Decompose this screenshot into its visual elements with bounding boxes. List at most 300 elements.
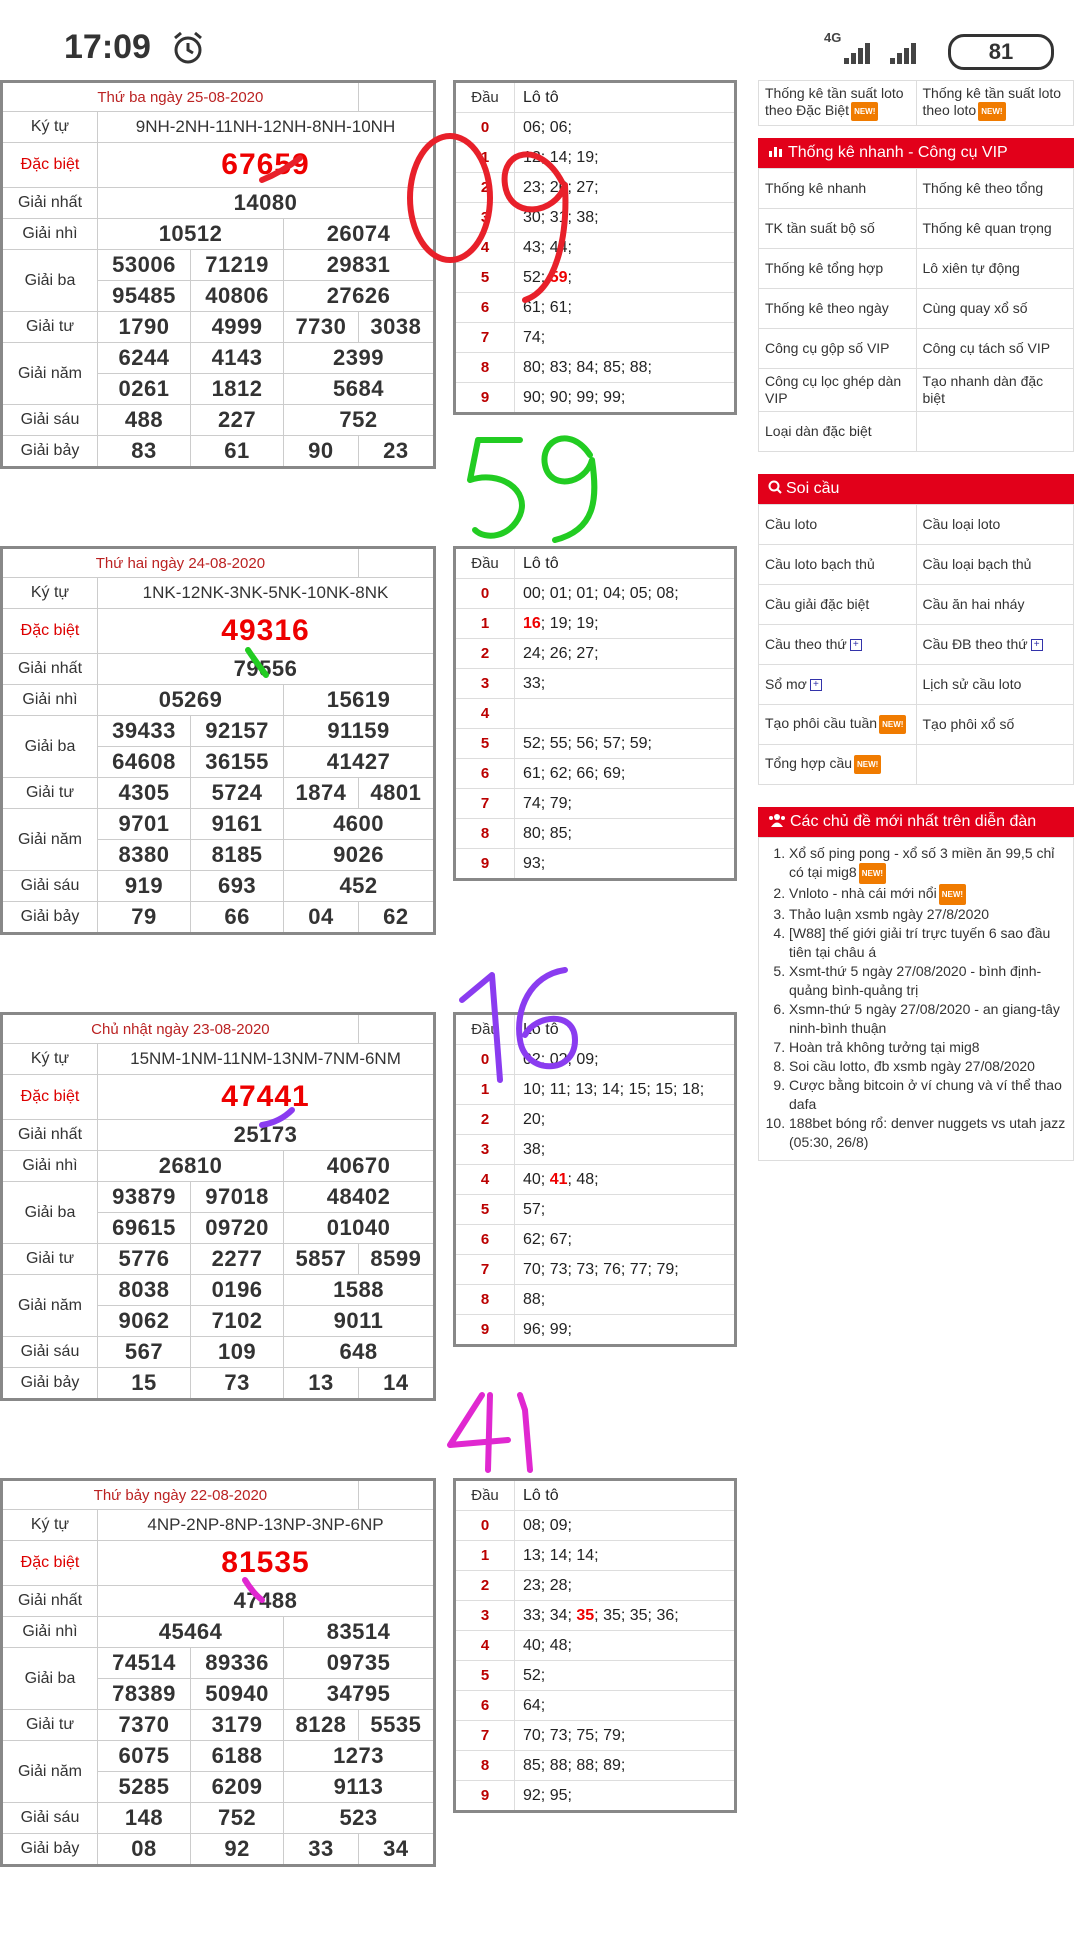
sidebar-link[interactable] — [916, 505, 1074, 545]
forum-topic-label: Xsmn-thứ 5 ngày 27/08/2020 - an giang-tây ninh-bình thuận — [789, 1001, 1060, 1036]
label-giai-ba: Giải ba — [2, 716, 98, 778]
fifth-prize: 0196 — [191, 1275, 284, 1306]
loto-text: 43; 44; — [523, 238, 572, 256]
sidebar-link-label: Công cụ lọc ghép dàn VIP — [765, 373, 902, 406]
loto-values — [515, 1691, 736, 1721]
label-giai-tu: Giải tư — [2, 312, 98, 343]
second-prize: 10512 — [98, 219, 284, 250]
seventh-prize: 83 — [98, 436, 191, 468]
label-giai-sau: Giải sáu — [2, 1803, 98, 1834]
sidebar-link[interactable] — [759, 329, 917, 369]
search-icon — [768, 480, 782, 494]
label-dac-biet: Đặc biệt — [2, 609, 98, 654]
loto-dau: 8 — [455, 353, 515, 383]
plus-icon: + — [810, 679, 822, 691]
ink-16-label: 16 — [520, 1040, 522, 1041]
label-giai-nam: Giải năm — [2, 343, 98, 405]
loto-text: 57; — [523, 1200, 546, 1218]
seventh-prize: 62 — [358, 902, 434, 934]
loto-dau: 2 — [455, 1105, 515, 1135]
sixth-prize: 148 — [98, 1803, 191, 1834]
loto-values — [515, 1075, 736, 1105]
loto-table — [453, 1012, 737, 1347]
third-prize: 89336 — [191, 1648, 284, 1679]
first-prize: 47488 — [98, 1586, 435, 1617]
status-bar — [0, 0, 1080, 80]
result-table — [0, 80, 436, 469]
loto-text: 10; 11; 13; 14; 15; 15; 18; — [523, 1080, 705, 1098]
ky-tu-value: 1NK-12NK-3NK-5NK-10NK-8NK — [98, 578, 435, 609]
fifth-prize: 6075 — [98, 1741, 191, 1772]
fourth-prize: 5776 — [98, 1244, 191, 1275]
sidebar — [758, 80, 1074, 1161]
loto-values — [515, 1285, 736, 1315]
third-prize: 09735 — [284, 1648, 435, 1679]
loto-dau: 6 — [455, 759, 515, 789]
fifth-prize: 5285 — [98, 1772, 191, 1803]
loto-dau: 3 — [455, 203, 515, 233]
loto-values — [515, 609, 736, 639]
third-prize: 91159 — [284, 716, 435, 747]
loto-values — [515, 1781, 736, 1812]
third-prize: 93879 — [98, 1182, 191, 1213]
loto-text: 52; — [523, 1666, 546, 1684]
ky-tu-value: 4NP-2NP-8NP-13NP-3NP-6NP — [98, 1510, 435, 1541]
loto-values — [515, 1225, 736, 1255]
fourth-prize: 5724 — [191, 778, 284, 809]
sidebar-link[interactable] — [916, 585, 1074, 625]
fourth-prize: 1874 — [284, 778, 359, 809]
special-prize: 67659 — [98, 143, 435, 188]
loto-dau: 8 — [455, 819, 515, 849]
loto-dau: 5 — [455, 1661, 515, 1691]
label-giai-nhat: Giải nhất — [2, 654, 98, 685]
sidebar-link[interactable] — [759, 705, 917, 745]
special-prize: 49316 — [98, 609, 435, 654]
vip-header — [758, 138, 1074, 168]
sixth-prize: 227 — [191, 405, 284, 436]
label-giai-bay: Giải bảy — [2, 1368, 98, 1400]
loto-values — [515, 143, 736, 173]
third-prize: 41427 — [284, 747, 435, 778]
loto-text: 74; — [523, 328, 546, 346]
sidebar-link[interactable] — [916, 81, 1074, 126]
label-giai-nam: Giải năm — [2, 1741, 98, 1803]
loto-text: 12; 14; 19; — [523, 148, 599, 166]
vip-links-grid — [758, 168, 1074, 452]
fifth-prize: 6209 — [191, 1772, 284, 1803]
third-prize: 40806 — [191, 281, 284, 312]
loto-header-dau: Đầu — [455, 1480, 515, 1511]
forum-topic-label: [W88] thế giới giải trí trực tuyến 6 sao đầu tiên tại châu á — [789, 925, 1051, 960]
loto-text: 90; 90; 99; 99; — [523, 388, 626, 406]
forum-topic-link[interactable] — [789, 1000, 1067, 1038]
seventh-prize: 73 — [191, 1368, 284, 1400]
draw-date: Thứ ba ngày 25-08-2020 — [2, 82, 359, 112]
fifth-prize: 7102 — [191, 1306, 284, 1337]
seventh-prize: 34 — [358, 1834, 434, 1866]
loto-values — [515, 263, 736, 293]
loto-dau: 4 — [455, 233, 515, 263]
label-giai-nhi: Giải nhì — [2, 219, 98, 250]
loto-text: 24; 26; 27; — [523, 644, 599, 662]
sidebar-link[interactable] — [916, 329, 1074, 369]
seventh-prize: 13 — [284, 1368, 359, 1400]
loto-text: 92; 95; — [523, 1786, 572, 1804]
sidebar-link[interactable] — [916, 169, 1074, 209]
fifth-prize: 2399 — [284, 343, 435, 374]
fourth-prize: 4999 — [191, 312, 284, 343]
second-prize: 40670 — [284, 1151, 435, 1182]
loto-values — [515, 323, 736, 353]
fifth-prize: 0261 — [98, 374, 191, 405]
loto-dau: 6 — [455, 1691, 515, 1721]
loto-values — [515, 699, 736, 729]
first-prize: 25173 — [98, 1120, 435, 1151]
forum-topic-label: Xsmt-thứ 5 ngày 27/08/2020 - bình định-quảng bình-quảng trị — [789, 963, 1042, 998]
label-giai-tu: Giải tư — [2, 778, 98, 809]
label-ky-tu: Ký tự — [2, 578, 98, 609]
loto-dau: 4 — [455, 699, 515, 729]
loto-values — [515, 1661, 736, 1691]
loto-values — [515, 293, 736, 323]
fourth-prize: 5857 — [284, 1244, 359, 1275]
loto-dau: 4 — [455, 1631, 515, 1661]
fifth-prize: 1588 — [284, 1275, 435, 1306]
new-badge-icon: NEW! — [879, 715, 906, 734]
loto-values — [515, 789, 736, 819]
label-giai-bay: Giải bảy — [2, 902, 98, 934]
loto-dau: 8 — [455, 1285, 515, 1315]
forum-list — [758, 837, 1074, 1161]
sidebar-link[interactable] — [916, 665, 1074, 705]
third-prize: 71219 — [191, 250, 284, 281]
sidebar-link-label: TK tần suất bộ số — [765, 220, 875, 236]
new-badge-icon: NEW! — [859, 863, 886, 884]
second-prize: 83514 — [284, 1617, 435, 1648]
loto-values — [515, 729, 736, 759]
sidebar-link-label: Thống kê theo ngày — [765, 300, 889, 316]
sidebar-link[interactable] — [759, 585, 917, 625]
label-giai-nhi: Giải nhì — [2, 1617, 98, 1648]
third-prize: 36155 — [191, 747, 284, 778]
loto-highlight: 59 — [549, 268, 568, 286]
forum-topic-label: Thảo luận xsmb ngày 27/8/2020 — [789, 906, 990, 922]
forum-topic-label: Hoàn trả không tưởng tại mig8 — [789, 1039, 980, 1055]
loto-dau: 0 — [455, 1045, 515, 1075]
ky-tu-value: 9NH-2NH-11NH-12NH-8NH-10NH — [98, 112, 435, 143]
loto-text: 70; 73; 73; 76; 77; 79; — [523, 1260, 679, 1278]
loto-values — [515, 1255, 736, 1285]
loto-text: 33; 34; — [523, 1606, 577, 1624]
loto-highlight: 16 — [523, 614, 541, 632]
sixth-prize: 488 — [98, 405, 191, 436]
loto-text: 33; — [523, 674, 546, 692]
third-prize: 39433 — [98, 716, 191, 747]
sidebar-link — [916, 745, 1074, 785]
loto-dau: 1 — [455, 1075, 515, 1105]
sidebar-link[interactable] — [759, 505, 917, 545]
sidebar-link[interactable] — [759, 209, 917, 249]
loto-text: ; 48; — [567, 1170, 599, 1188]
second-prize: 15619 — [284, 685, 435, 716]
label-giai-nhat: Giải nhất — [2, 188, 98, 219]
status-time: 17:09 — [64, 28, 151, 66]
forum-topic-link[interactable] — [789, 1114, 1067, 1152]
sidebar-link-label: Cầu ĐB theo thứ — [922, 636, 1028, 652]
loto-text: 62; 67; — [523, 1230, 572, 1248]
loto-dau: 7 — [455, 323, 515, 353]
sidebar-link-label: Cầu loại bạch thủ — [922, 556, 1032, 572]
loto-values — [515, 1631, 736, 1661]
sidebar-link[interactable] — [916, 369, 1074, 412]
seventh-prize: 08 — [98, 1834, 191, 1866]
sidebar-link-label: Cầu loại loto — [922, 516, 1001, 532]
seventh-prize: 04 — [284, 902, 359, 934]
label-ky-tu: Ký tự — [2, 1510, 98, 1541]
loto-values — [515, 1601, 736, 1631]
top-links-grid — [758, 80, 1074, 126]
loto-text: 64; — [523, 1696, 546, 1714]
sixth-prize: 109 — [191, 1337, 284, 1368]
ink-59-label: 59 — [500, 500, 502, 501]
forum-topic-link[interactable] — [789, 844, 1067, 884]
loto-text: 88; — [523, 1290, 546, 1308]
sidebar-link-label: Thống kê nhanh — [765, 180, 867, 196]
seventh-prize: 66 — [191, 902, 284, 934]
forum-topic-link[interactable] — [789, 905, 1067, 924]
new-badge-icon: NEW! — [978, 102, 1005, 121]
sidebar-link[interactable] — [916, 209, 1074, 249]
loto-dau: 0 — [455, 579, 515, 609]
loto-values — [515, 1165, 736, 1195]
result-table — [0, 1478, 436, 1867]
sidebar-link[interactable] — [916, 289, 1074, 329]
loto-text: 85; 88; 88; 89; — [523, 1756, 626, 1774]
loto-values — [515, 639, 736, 669]
sidebar-link-label: Tạo phôi xổ số — [922, 716, 1015, 732]
loto-text: 02; 02; 09; — [523, 1050, 599, 1068]
fourth-prize: 1790 — [98, 312, 191, 343]
third-prize: 48402 — [284, 1182, 435, 1213]
forum-topic-link[interactable] — [789, 884, 1067, 905]
fifth-prize: 9026 — [284, 840, 435, 871]
loto-dau: 1 — [455, 143, 515, 173]
fifth-prize: 9161 — [191, 809, 284, 840]
second-prize: 26810 — [98, 1151, 284, 1182]
loto-dau: 1 — [455, 1541, 515, 1571]
loto-text: 52; 55; 56; 57; 59; — [523, 734, 652, 752]
loto-dau: 3 — [455, 1135, 515, 1165]
label-giai-ba: Giải ba — [2, 1182, 98, 1244]
soicau-links-grid — [758, 504, 1074, 785]
loto-text: 30; 31; 38; — [523, 208, 599, 226]
sidebar-link[interactable] — [916, 249, 1074, 289]
sixth-prize: 693 — [191, 871, 284, 902]
loto-dau: 2 — [455, 173, 515, 203]
loto-header-loto: Lô tô — [515, 548, 736, 579]
loto-values — [515, 1721, 736, 1751]
loto-text: 06; 06; — [523, 118, 572, 136]
forum-topic-label: Cược bằng bitcoin ở ví chung và ví thể thao dafa — [789, 1077, 1062, 1112]
sidebar-link-label: Cầu giải đặc biệt — [765, 596, 870, 612]
third-prize: 74514 — [98, 1648, 191, 1679]
label-giai-sau: Giải sáu — [2, 1337, 98, 1368]
sidebar-link-label: Tạo phôi cầu tuần — [765, 715, 878, 732]
loto-text: 13; 14; 14; — [523, 1546, 599, 1564]
loto-text: ; 35; 35; 36; — [594, 1606, 679, 1624]
fifth-prize: 5684 — [284, 374, 435, 405]
sidebar-link[interactable] — [759, 745, 917, 785]
loto-dau: 3 — [455, 669, 515, 699]
forum-topic-link[interactable] — [789, 1057, 1067, 1076]
sidebar-link[interactable] — [759, 369, 917, 412]
fifth-prize: 4600 — [284, 809, 435, 840]
fourth-prize: 3179 — [191, 1710, 284, 1741]
draw-date: Thứ hai ngày 24-08-2020 — [2, 548, 359, 578]
seventh-prize: 90 — [284, 436, 359, 468]
fourth-prize: 7370 — [98, 1710, 191, 1741]
loto-highlight: 35 — [576, 1606, 595, 1624]
loto-text: 61; 62; 66; 69; — [523, 764, 626, 782]
seventh-prize: 15 — [98, 1368, 191, 1400]
sidebar-link-label: Lịch sử cầu loto — [922, 676, 1022, 692]
forum-topic-link[interactable] — [789, 924, 1067, 962]
loto-dau: 1 — [455, 609, 515, 639]
draw-date: Thứ bảy ngày 22-08-2020 — [2, 1480, 359, 1510]
loto-values — [515, 383, 736, 414]
second-prize: 45464 — [98, 1617, 284, 1648]
soicau-header — [758, 474, 1074, 504]
signal-icon — [820, 28, 940, 68]
sidebar-link[interactable] — [916, 625, 1074, 665]
fifth-prize: 9113 — [284, 1772, 435, 1803]
third-prize: 69615 — [98, 1213, 191, 1244]
sidebar-link[interactable] — [759, 81, 917, 126]
network-type: 4G — [824, 30, 842, 45]
fifth-prize: 8038 — [98, 1275, 191, 1306]
loto-dau: 0 — [455, 113, 515, 143]
second-prize: 26074 — [284, 219, 435, 250]
seventh-prize: 33 — [284, 1834, 359, 1866]
loto-values — [515, 819, 736, 849]
loto-text: 20; — [523, 1110, 546, 1128]
sidebar-link[interactable] — [759, 545, 917, 585]
loto-text: 52; — [523, 268, 550, 286]
loto-values — [515, 353, 736, 383]
loto-dau: 7 — [455, 1721, 515, 1751]
loto-dau: 9 — [455, 383, 515, 414]
plus-icon: + — [850, 639, 862, 651]
label-dac-biet: Đặc biệt — [2, 143, 98, 188]
fifth-prize: 6188 — [191, 1741, 284, 1772]
sixth-prize: 523 — [284, 1803, 435, 1834]
fourth-prize: 3038 — [358, 312, 434, 343]
sidebar-link-label: Sổ mơ — [765, 676, 807, 692]
third-prize: 97018 — [191, 1182, 284, 1213]
sidebar-link-label: Thống kê tần suất loto theo Đặc Biệt — [765, 85, 904, 119]
sixth-prize: 752 — [284, 405, 435, 436]
forum-topic-label: 188bet bóng rổ: denver nuggets vs utah jazz (05:30, 26/8) — [789, 1115, 1066, 1150]
fourth-prize: 8599 — [358, 1244, 434, 1275]
sidebar-link[interactable] — [759, 169, 917, 209]
forum-header — [758, 807, 1074, 837]
loto-text: 74; 79; — [523, 794, 572, 812]
forum-topic-link[interactable] — [789, 1038, 1067, 1057]
ink-09-label: 09 — [452, 255, 454, 256]
seventh-prize: 92 — [191, 1834, 284, 1866]
label-giai-bay: Giải bảy — [2, 436, 98, 468]
loto-text: 96; 99; — [523, 1320, 572, 1338]
loto-dau: 5 — [455, 263, 515, 293]
loto-dau: 6 — [455, 293, 515, 323]
sixth-prize: 648 — [284, 1337, 435, 1368]
third-prize: 29831 — [284, 250, 435, 281]
sidebar-link[interactable] — [916, 705, 1074, 745]
label-giai-nam: Giải năm — [2, 1275, 98, 1337]
loto-text: 23; 26; 27; — [523, 178, 599, 196]
third-prize: 95485 — [98, 281, 191, 312]
loto-dau: 2 — [455, 639, 515, 669]
sidebar-link[interactable] — [759, 249, 917, 289]
sidebar-link[interactable] — [916, 545, 1074, 585]
label-giai-nhat: Giải nhất — [2, 1586, 98, 1617]
sidebar-link-label: Cầu ăn hai nháy — [922, 596, 1025, 612]
label-giai-tu: Giải tư — [2, 1244, 98, 1275]
forum-topic-link[interactable] — [789, 1076, 1067, 1114]
loto-text: 70; 73; 75; 79; — [523, 1726, 626, 1744]
alarm-icon — [170, 30, 206, 66]
sidebar-link[interactable] — [759, 665, 917, 705]
loto-values — [515, 1045, 736, 1075]
new-badge-icon: NEW! — [854, 755, 881, 774]
loto-values — [515, 113, 736, 143]
third-prize: 53006 — [98, 250, 191, 281]
sixth-prize: 752 — [191, 1803, 284, 1834]
fourth-prize: 5535 — [358, 1710, 434, 1741]
loto-text: 40; 48; — [523, 1636, 572, 1654]
forum-topic-link[interactable] — [789, 962, 1067, 1000]
sidebar-link-label: Cùng quay xổ số — [922, 300, 1028, 316]
loto-values — [515, 1105, 736, 1135]
loto-header-loto: Lô tô — [515, 1480, 736, 1511]
seventh-prize: 14 — [358, 1368, 434, 1400]
sidebar-link-label: Cầu loto bạch thủ — [765, 556, 875, 572]
loto-values — [515, 1751, 736, 1781]
label-giai-ba: Giải ba — [2, 1648, 98, 1710]
third-prize: 92157 — [191, 716, 284, 747]
third-prize: 09720 — [191, 1213, 284, 1244]
sidebar-link[interactable] — [759, 625, 917, 665]
label-giai-sau: Giải sáu — [2, 871, 98, 902]
loto-text: 40; — [523, 1170, 550, 1188]
sidebar-link[interactable] — [759, 289, 917, 329]
third-prize: 78389 — [98, 1679, 191, 1710]
fourth-prize: 7730 — [284, 312, 359, 343]
fifth-prize: 9062 — [98, 1306, 191, 1337]
fourth-prize: 4305 — [98, 778, 191, 809]
sidebar-link[interactable] — [759, 412, 917, 452]
sidebar-link-label: Loại dàn đặc biệt — [765, 423, 872, 439]
seventh-prize: 61 — [191, 436, 284, 468]
loto-dau: 6 — [455, 1225, 515, 1255]
sidebar-link-label: Cầu loto — [765, 516, 818, 532]
loto-values — [515, 1195, 736, 1225]
loto-values — [515, 173, 736, 203]
sidebar-link-label: Cầu theo thứ — [765, 636, 847, 652]
third-prize: 50940 — [191, 1679, 284, 1710]
loto-text: ; — [567, 268, 572, 286]
